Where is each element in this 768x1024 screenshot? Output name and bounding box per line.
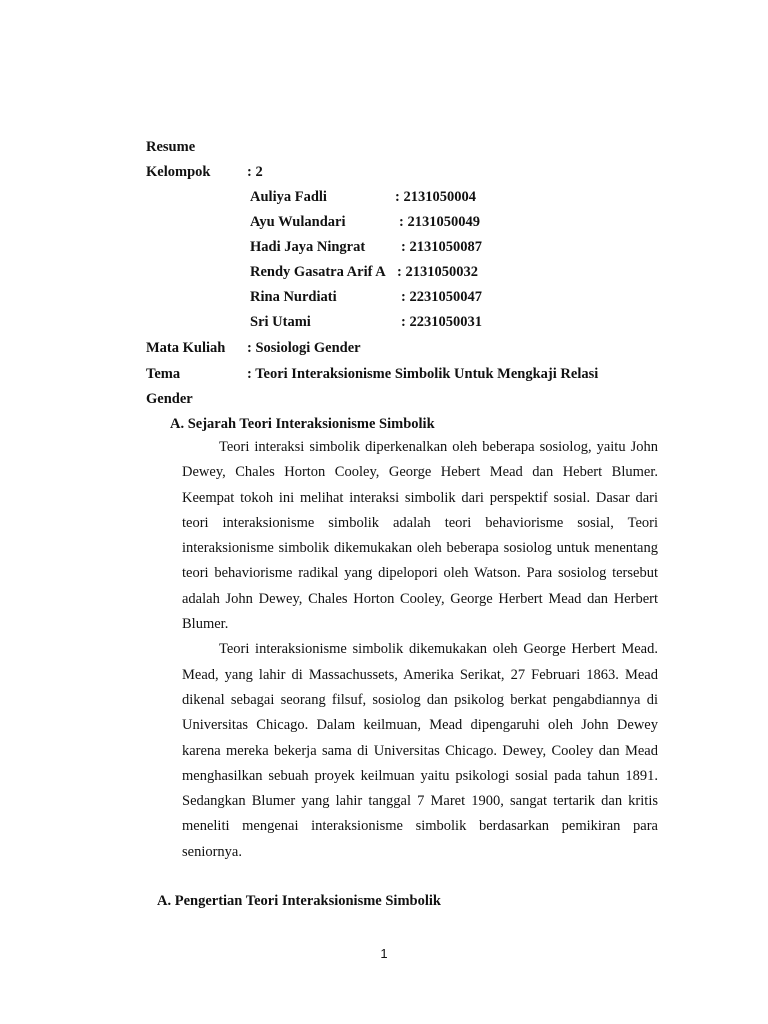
member-id: : 2231050047 — [401, 289, 482, 305]
member-name: Ayu Wulandari — [250, 214, 346, 230]
member-name: Sri Utami — [250, 314, 311, 330]
paragraph: Teori interaksionisme simbolik dikemukakan oleh George Herbert Mead. Mead, yang lahir di Massachussets, Amerika Serikat, 27 Februari 1863. Mead dikenal sebagai seorang filsuf, sosiolog dan psikolog berkat pengabdiannya di Universitas Chicago. Dalam keilmuan, Mead dipengaruhi oleh John Dewey karena mereka bekerja sama di Universitas Chicago. Dewey, Cooley dan Mead menghasilkan sebuah proyek keilmuan yaitu psikologi sosial pada tahun 1891. Sedangkan Blumer yang lahir tanggal 7 Maret 1900, sangat tertarik dan kritis meneliti mengenai interaksionisme simbolik berdasarkan pemikiran para seniornya. — [182, 641, 658, 860]
member-name: Auliya Fadli — [250, 189, 327, 205]
member-name: Rendy Gasatra Arif A — [250, 264, 386, 280]
member-name: Hadi Jaya Ningrat — [250, 239, 366, 255]
theme-continuation: Gender — [146, 391, 193, 407]
page-number: 1 — [380, 946, 388, 961]
section-heading: A. Pengertian Teori Interaksionisme Simbolik — [157, 893, 441, 909]
doc-title: Resume — [146, 139, 196, 155]
theme-value: : Teori Interaksionisme Simbolik Untuk Mengkaji Relasi — [247, 366, 599, 382]
member-id: : 2131050087 — [401, 239, 482, 255]
section-body — [182, 435, 658, 865]
member-id: : 2131050032 — [397, 264, 478, 280]
member-id: : 2131050049 — [399, 214, 480, 230]
section-heading: A. Sejarah Teori Interaksionisme Simbolik — [170, 416, 435, 432]
course-label: Mata Kuliah — [146, 340, 226, 356]
member-id: : 2131050004 — [395, 189, 476, 205]
member-id: : 2231050031 — [401, 314, 482, 330]
group-value: : 2 — [247, 164, 263, 180]
group-label: Kelompok — [146, 164, 211, 180]
member-name: Rina Nurdiati — [250, 289, 337, 305]
theme-label: Tema — [146, 366, 181, 382]
course-value: : Sosiologi Gender — [247, 340, 361, 356]
paragraph: Teori interaksi simbolik diperkenalkan oleh beberapa sosiolog, yaitu John Dewey, Chales Horton Cooley, George Hebert Mead dan Hebert Blumer. Keempat tokoh ini melihat interaksi simbolik dari perspektif sosial. Dasar dari teori interaksionisme simbolik adalah teori behaviorisme sosial, Teori interaksionisme simbolik dikemukakan oleh beberapa sosiolog untuk menentang teori behaviorisme radikal yang dipelopori oleh Watson. Para sosiolog tersebut adalah John Dewey, Chales Horton Cooley, George Herbert Mead dan Herbert Blumer. — [182, 439, 658, 633]
